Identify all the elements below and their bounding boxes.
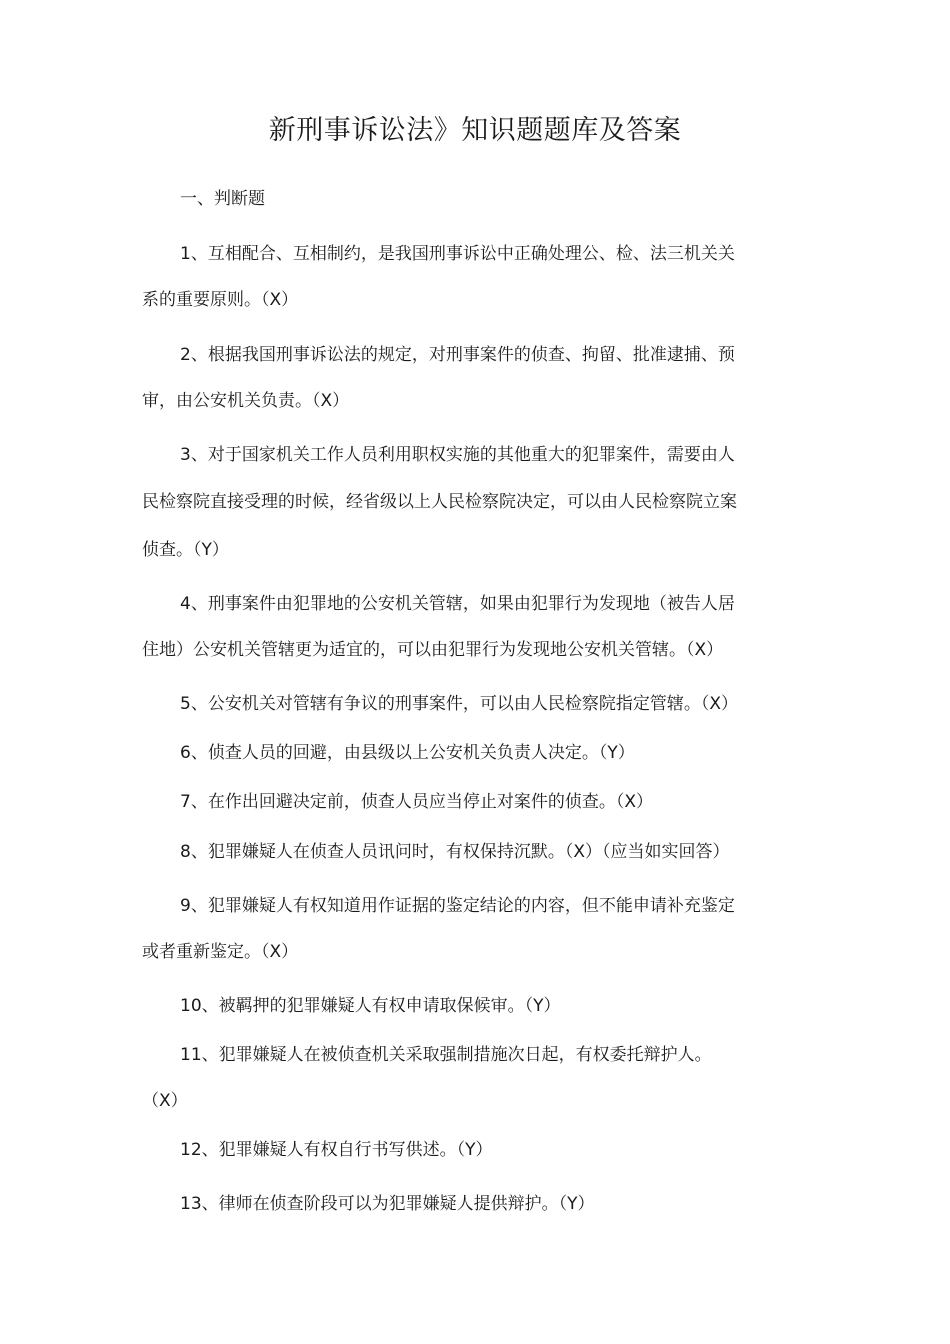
question-line: 11、犯罪嫌疑人在被侦查机关采取强制措施次日起，有权委托辩护人。	[180, 1045, 712, 1065]
document-title: 新刑事诉讼法》知识题题库及答案	[268, 115, 682, 146]
question-line: 9、犯罪嫌疑人有权知道用作证据的鉴定结论的内容，但不能申请补充鉴定	[180, 896, 735, 916]
question-line: 4、刑事案件由犯罪地的公安机关管辖，如果由犯罪行为发现地（被告人居	[180, 594, 735, 614]
question-line: 审，由公安机关负责。（X）	[142, 391, 350, 411]
section-heading: 一、判断题	[180, 189, 265, 209]
question-line: 系的重要原则。（X）	[142, 290, 299, 310]
question-line: 1、互相配合、互相制约，是我国刑事诉讼中正确处理公、检、法三机关关	[180, 244, 735, 264]
question-line: 3、对于国家机关工作人员利用职权实施的其他重大的犯罪案件，需要由人	[180, 445, 735, 465]
question-line: 或者重新鉴定。（X）	[142, 942, 299, 962]
question-line: （X）	[142, 1091, 188, 1111]
question-12: 12、犯罪嫌疑人有权自行书写供述。（Y）	[180, 1140, 493, 1160]
question-line: 住地）公安机关管辖更为适宜的，可以由犯罪行为发现地公安机关管辖。（X）	[142, 640, 724, 660]
question-line: 民检察院直接受理的时候，经省级以上人民检察院决定，可以由人民检察院立案	[142, 492, 737, 512]
question-line: 2、根据我国刑事诉讼法的规定，对刑事案件的侦查、拘留、批准逮捕、预	[180, 345, 735, 365]
question-5: 5、公安机关对管辖有争议的刑事案件，可以由人民检察院指定管辖。（X）	[180, 694, 738, 714]
question-6: 6、侦查人员的回避，由县级以上公安机关负责人决定。（Y）	[180, 743, 635, 763]
question-line: 侦查。（Y）	[142, 540, 229, 560]
question-10: 10、被羁押的犯罪嫌疑人有权申请取保候审。（Y）	[180, 996, 561, 1016]
question-8: 8、犯罪嫌疑人在侦查人员讯问时，有权保持沉默。（X）（应当如实回答）	[180, 842, 730, 862]
question-7: 7、在作出回避决定前，侦查人员应当停止对案件的侦查。（X）	[180, 792, 653, 812]
question-13: 13、律师在侦查阶段可以为犯罪嫌疑人提供辩护。（Y）	[180, 1194, 595, 1214]
